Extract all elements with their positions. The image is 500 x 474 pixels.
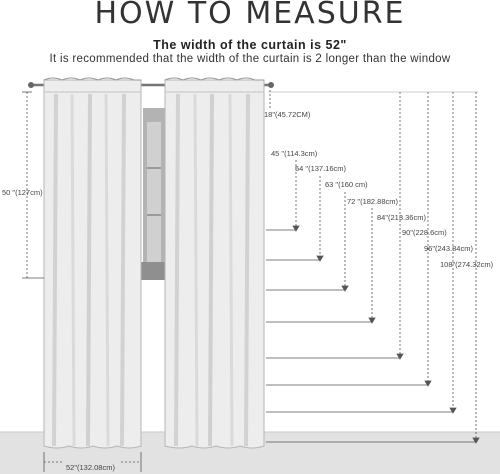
rod-drop-label: 18"(45.72CM)	[264, 110, 311, 119]
length-label-63: 63 "(160 cm)	[325, 180, 368, 189]
width-label: 52"(132.08cm)	[66, 463, 115, 472]
length-label-left: 50 "(127cm)	[2, 188, 43, 197]
window	[141, 108, 167, 280]
curtain-panel-left	[44, 78, 141, 448]
length-label-90: 90"(228.6cm)	[402, 228, 447, 237]
curtain-panel-right	[165, 78, 264, 448]
length-label-96: 96"(243.84cm)	[424, 244, 473, 253]
length-label-84: 84"(213.36cm)	[377, 213, 426, 222]
length-label-54: 54 "(137.16cm)	[295, 164, 347, 173]
length-label-45: 45 "(114.3cm)	[271, 149, 318, 158]
length-label-72: 72 "(182.88cm)	[347, 197, 399, 206]
length-label-108: 108"(274.32cm)	[440, 260, 494, 269]
length-dimension-left	[22, 92, 44, 278]
subtitle: The width of the curtain is 52"	[153, 38, 347, 52]
page-title: HOW TO MEASURE	[94, 0, 406, 31]
recommendation-note: It is recommended that the width of the curtain is 2 longer than the window	[49, 53, 451, 65]
